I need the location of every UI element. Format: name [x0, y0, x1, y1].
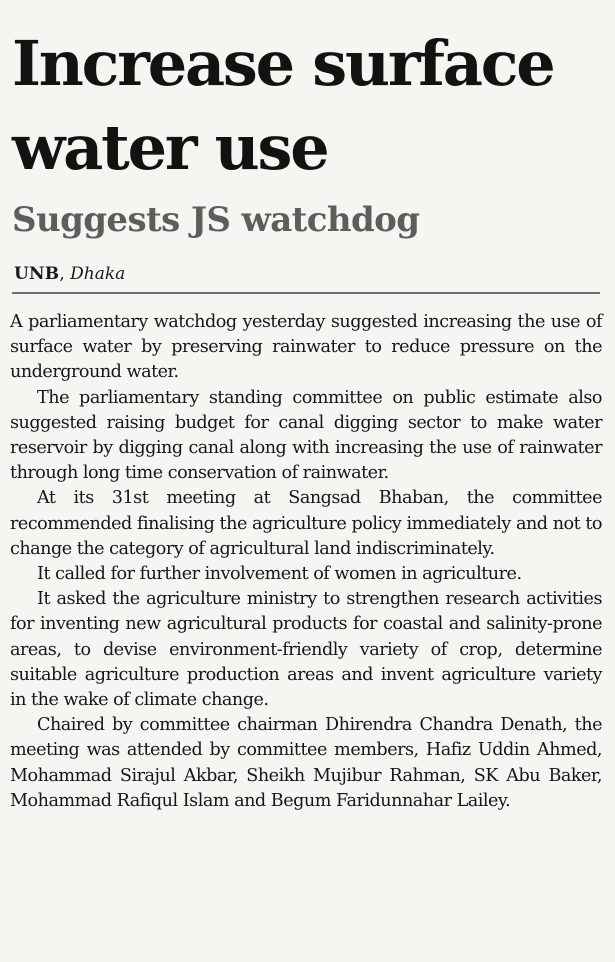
subheadline: Suggests JS watchdog — [12, 200, 420, 240]
headline: Increase surface water use — [12, 27, 554, 184]
byline-divider — [12, 292, 600, 294]
article-body — [10, 310, 602, 814]
byline-city: Dhaka — [70, 264, 126, 284]
paragraph: A parliamentary watchdog yesterday suggested increasing the use of surface water by preserving rainwater to reduce pressure on the underground water. — [10, 312, 602, 383]
paragraph: It called for further involvement of women in agriculture. — [37, 564, 522, 585]
byline — [14, 262, 125, 286]
byline-separator: , — [59, 264, 71, 284]
paragraph: It asked the agriculture ministry to strengthen research activities for inventing new agricultural products for coastal and salinity-prone areas, to devise environment-friendly variety of crop, determine suitable agriculture production areas and invent agriculture variety in the wake of climate change. — [10, 589, 602, 711]
byline-agency: UNB — [14, 264, 60, 284]
paragraph: The parliamentary standing committee on public estimate also suggested raising budget for canal digging sector to make water reservoir by digging canal along with increasing the use of rainwater through long time conservation of rainwater. — [10, 387, 602, 484]
paragraph: Chaired by committee chairman Dhirendra Chandra Denath, the meeting was attended by committee members, Hafiz Uddin Ahmed, Mohammad Sirajul Akbar, Sheikh Mujibur Rahman, SK Abu Baker, Mohammad Rafiqul Islam and Begum Faridunnahar Lailey. — [10, 715, 602, 811]
paragraph: At its 31st meeting at Sangsad Bhaban, the committee recommended finalising the agriculture policy immediately and not to change the category of agricultural land indiscriminately. — [10, 488, 602, 559]
